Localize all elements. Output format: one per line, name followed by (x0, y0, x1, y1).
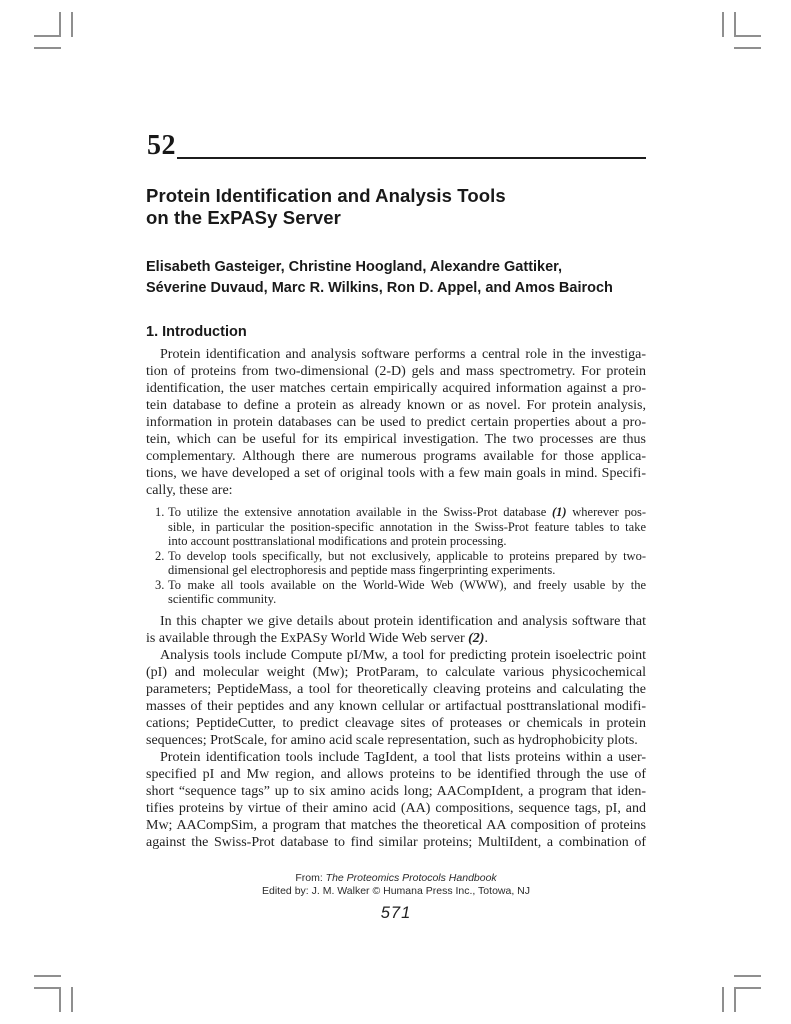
crop-mark-top-left-dash (34, 47, 61, 49)
text-line: Analysis tools include Compute pI/Mw, a tool for predicting protein isoelectric point (160, 647, 646, 663)
text-line: Mw; AACompSim, a program that matches the theoretical AA composition of proteins (146, 817, 646, 833)
list-item (146, 505, 646, 549)
footer-line-1: From: The Proteomics Protocols Handbook (295, 872, 497, 884)
paragraph (146, 647, 646, 749)
chapter-title-line-2: on the ExPASy Server (146, 206, 341, 228)
crop-mark-top-right-inner-vertical (722, 12, 724, 37)
text-line: against the Swiss-Prot database to find similar proteins; MultiIdent, a combination of (146, 834, 646, 850)
crop-mark-top-right-horizontal (734, 35, 761, 37)
crop-mark-top-right-dash (734, 47, 761, 49)
crop-mark-bottom-left-dash (34, 975, 61, 977)
text-line: Protein identification tools include TagIdent, a tool that lists proteins within a user- (160, 749, 646, 765)
authors (146, 257, 666, 299)
section-heading: 1. Introduction (146, 324, 247, 340)
list-item-number: 3. (155, 577, 165, 592)
text-line: is available through the ExPASy World Wide Web server (2). (146, 630, 488, 646)
italic-text: The Proteomics Protocols Handbook (325, 872, 497, 884)
text-line: information in protein databases can be used to predict certain properties about a pro- (146, 415, 646, 430)
crop-mark-bottom-left-vertical (59, 987, 61, 1012)
authors-line-2: Séverine Duvaud, Marc R. Wilkins, Ron D. Appel, and Amos Bairoch (146, 280, 613, 296)
crop-mark-top-left-inner-vertical (71, 12, 73, 37)
reference-citation: (2) (468, 630, 485, 646)
text-line: To develop tools specifically, but not exclusively, applicable to proteins prepared by two- (168, 548, 646, 563)
text-line: tein, which can be useful for its empirical investigation. The two processes are thus (146, 432, 646, 447)
text-line: (pI) and molecular weight (Mw); ProtParam, to calculate various physicochemical (146, 664, 646, 680)
text-line: sequences; ProtScale, for amino acid scale representation, such as hydrophobicity plots. (146, 732, 638, 748)
text-line: parameters; PeptideMass, a tool for theoretically cleaving proteins and calculating the (146, 681, 646, 697)
paragraph (146, 613, 646, 647)
list-item (146, 578, 646, 607)
text-line: To utilize the extensive annotation available in the Swiss-Prot database (1) wherever pos- (168, 505, 647, 519)
text-line: tion of proteins from two-dimensional (2-D) gels and mass spectrometry. For protein (146, 364, 646, 379)
chapter-title (146, 185, 666, 228)
crop-mark-top-left-vertical (59, 12, 61, 37)
text-line: tions, we have developed a set of original tools with a few main goals in mind. Specifi- (146, 466, 646, 481)
text-line: specified pI and Mw region, and allows proteins to be identified through the use of (146, 766, 646, 782)
crop-mark-bottom-left-horizontal (34, 987, 61, 989)
text-line: dimensional gel electrophoresis and peptide mass fingerprinting experiments. (168, 563, 556, 577)
authors-line-1: Elisabeth Gasteiger, Christine Hoogland, Alexandre Gattiker, (146, 259, 563, 275)
text-line: In this chapter we give details about protein identification and analysis software that (160, 613, 646, 629)
text-line: into account posttranslational modifications and protein processing. (168, 534, 507, 548)
text-line: tifies proteins by virtue of their amino acid (AA) compositions, sequence tags, pI, and (146, 800, 646, 816)
reference-citation: (1) (551, 505, 567, 519)
crop-mark-bottom-right-inner-vertical (722, 987, 724, 1012)
text-line: sible, in particular the position-specific annotation in the Swiss-Prot feature tables to take (168, 519, 646, 534)
page-number: 571 (380, 904, 412, 922)
text-line: Protein identification and analysis software performs a central role in the investiga- (160, 347, 646, 362)
numbered-list (146, 505, 646, 607)
crop-mark-bottom-right-horizontal (734, 987, 761, 989)
text-line: scientific community. (168, 592, 277, 606)
crop-mark-top-left-horizontal (34, 35, 61, 37)
text-line: complementary. Although there are numerous programs available for those applica- (146, 449, 646, 464)
text-line: To make all tools available on the World-Wide Web (WWW), and freely usable by the (168, 577, 646, 592)
crop-mark-bottom-right-vertical (734, 987, 736, 1012)
text-line: short “sequence tags” up to six amino acids long; AACompIdent, a program that iden- (146, 783, 646, 799)
body-blocks (146, 346, 646, 851)
text-line: masses of their peptides and any known cellular or artifactual posttranslational modifi- (146, 698, 646, 714)
crop-mark-bottom-left-inner-vertical (71, 987, 73, 1012)
list-item (146, 549, 646, 578)
text-line: cally, these are: (146, 483, 233, 498)
paragraph (146, 346, 646, 499)
footer-line-2: Edited by: J. M. Walker © Humana Press Inc., Totowa, NJ (262, 884, 530, 897)
chapter-title-line-1: Protein Identification and Analysis Tools (146, 185, 506, 206)
paragraph (146, 749, 646, 851)
chapter-rule (177, 157, 646, 159)
list-item-number: 1. (155, 505, 165, 519)
text-line: tein database to define a protein as already known or as novel. For protein analysis, (146, 398, 646, 413)
list-item-number: 2. (155, 548, 165, 563)
chapter-number: 52 (147, 130, 176, 161)
crop-mark-top-right-vertical (734, 12, 736, 37)
footer (146, 872, 646, 897)
crop-mark-bottom-right-dash (734, 975, 761, 977)
text-line: cations; PeptideCutter, to predict cleavage sites of proteases or chemicals in protein (146, 715, 646, 731)
text-line: identification, the user matches certain empirically acquired information against a pro- (146, 381, 646, 396)
